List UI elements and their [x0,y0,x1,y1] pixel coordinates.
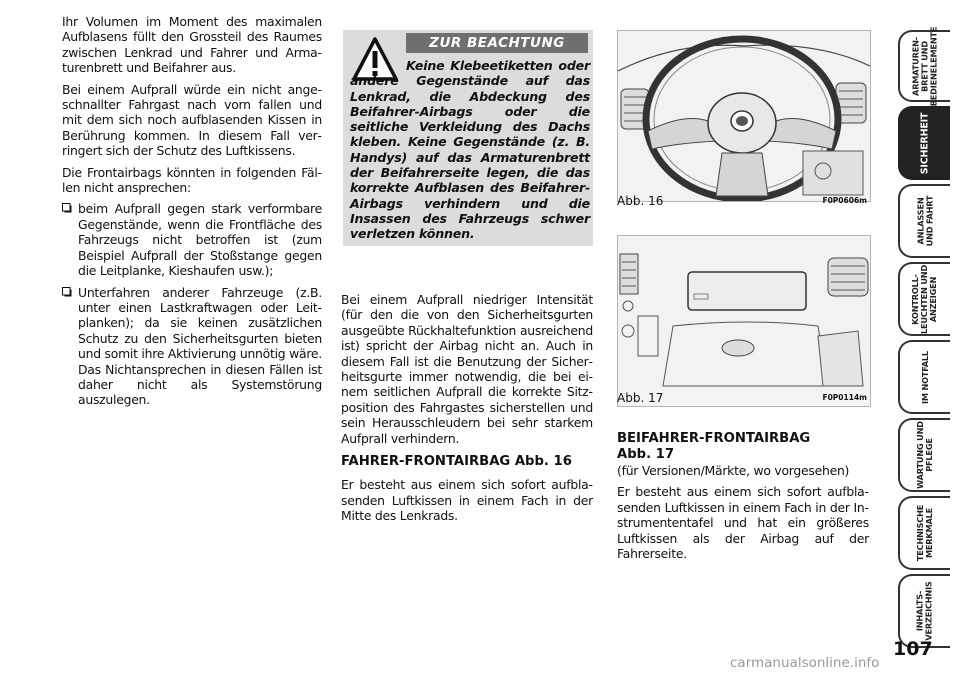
warning-text: Keine Klebeetiketten oder andere Gegenstände auf das Lenkrad, die Abdeckung des Beifahrer-Airbags oder die seitliche Verkleidung des Dachs kleben. Keine Gegenstände (z. B. Handys) auf das Armaturenbrett der Beifahrerseite legen, die das korrekte Aufblasen des Beifahrer-Airbags verhindern und die Insassen des Fahrzeugs schwer verletzen können. [350,58,590,242]
section-heading: FAHRER-FRONTAIRBAG Abb. 16 [341,454,572,470]
checkbox-square-icon [62,203,72,213]
left-column [62,14,322,414]
tab-label: WARTUNG UND PFLEGE [915,421,935,489]
checkbox-square-icon [62,287,72,297]
figure-caption [617,194,869,208]
paragraph: Er besteht aus einem sich sofort aufblasenden Luftkissen in einem Fach in der Mitte des Lenkrads. [341,477,593,524]
tab-label: SICHERHEIT [919,112,931,174]
tab-kontrollleuchten[interactable] [898,262,950,336]
right-column [617,431,869,567]
figure-code: F0P0114m [822,393,867,402]
dashboard-illustration [618,236,870,391]
section-heading: BEIFAHRER-FRONTAIRBAG [617,431,811,446]
middle-column [341,292,593,530]
figure-code: F0P0606m [822,196,867,205]
section-heading-ref: Abb. 17 [617,447,675,462]
tab-technische-merkmale[interactable] [898,496,950,570]
tab-label: KONTROLL- LEUCHTEN UND ANZEIGEN [910,264,939,334]
tab-anlassen[interactable] [898,184,950,258]
tab-armaturenbrett[interactable] [898,26,950,106]
page-number: 107 [893,638,933,660]
tab-inhaltsverzeichnis[interactable] [898,574,950,648]
paragraph: Er besteht aus einem sich sofort aufblasenden Luftkissen in einem Fach in der Instrumententafel und hat ein größeres Luftkissen als der Airbag auf der Fahrerseite. [617,484,869,562]
tab-im-notfall[interactable] [898,340,950,414]
figure-passenger-dashboard [617,235,871,407]
warning-banner: ZUR BEACHTUNG [406,33,588,53]
paragraph: Die Frontairbags könnten in folgenden Fällen nicht ansprechen: [62,164,322,196]
tab-label: ARMATUREN- BRETT UND BEDIENELEMENTE [910,26,939,106]
paragraph: Bei einem Aufprall würde ein nicht angeschnallter Fahrgast nach vorn fallen und mit dem sich noch aufblasenden Kissen in Berührung kommen. In diesem Fall verringert sich der Schutz des Luftkissens. [62,81,322,159]
steering-wheel-illustration [618,31,870,201]
figure-label: Abb. 17 [617,391,664,405]
tab-sicherheit[interactable] [898,106,950,180]
paragraph: Ihr Volumen im Moment des maximalen Aufblasens füllt den Grossteil des Raumes zwischen Lenkrad und Fahrer und Armaturenbrett und Beifahrer aus. [62,14,322,76]
figure-caption [617,391,869,405]
figure-label: Abb. 16 [617,194,664,208]
paragraph: Bei einem Aufprall niedriger Intensität (für den die von den Sicherheitsgurten ausgeübte Rückhaltefunktion ausreichend ist) spricht der Airbag nicht an. Auch in diesem Fall ist die Benutzung der Sicherheitsgurte immer notwendig, die bei einem seitlichen Aufprall die korrekte Sitzposition des Fahrgastes sicherstellen und sein Herausschleudern bei sehr starkem Aufprall verhindern. [341,292,593,446]
tab-label: TECHNISCHE MERKMALE [915,504,935,562]
list-item-text: Unterfahren anderer Fahrzeuge (z.B. unter einen Lastkraftwagen oder Leitplanken); da sie keinen zusätzlichen Schutz zu den Sicherheitsgurten bieten und somit ihre Aktivierung unnötig wäre. Das Nichtansprechen in diesen Fällen ist daher nicht als Systemstörung auszulegen. [78,284,322,408]
list-item-text: beim Aufprall gegen stark verformbare Gegenstände, wenn die Frontfläche des Fahrzeugs nicht betroffen ist (zum Beispiel Aufprall der Stoßstange gegen die Leitplanke, Kieshaufen usw.); [78,201,322,279]
tab-label: IM NOTFALL [919,350,930,404]
list-item [62,285,322,408]
tab-label: INHALTS- VERZEICHNIS [915,581,934,641]
tab-label: ANLASSEN UND FAHRT [915,195,934,247]
subheading: (für Versionen/Märkte, wo vorgesehen) [617,463,850,478]
watermark: carmanualsonline.info [730,655,880,671]
figure-steering-wheel [617,30,871,202]
tab-wartung[interactable] [898,418,950,492]
list-item [62,201,322,278]
